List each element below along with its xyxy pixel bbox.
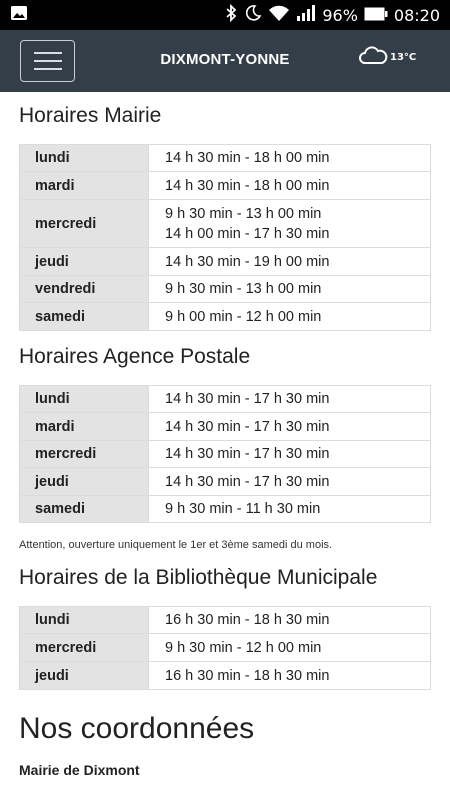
hours-line: 14 h 00 min - 17 h 30 min [165,225,330,242]
hours-line: 9 h 30 min - 13 h 00 min [165,205,322,222]
day-cell: lundi [20,145,149,172]
signal-icon [296,4,316,26]
section-title-coordonnees: Nos coordonnées [19,712,255,745]
day-cell: lundi [20,386,149,413]
day-cell: mercredi [20,200,149,248]
status-bar [0,0,450,30]
day-cell: samedi [20,496,149,523]
moon-icon [244,4,262,26]
day-cell: mardi [20,413,149,441]
app-bar [0,30,450,92]
hours-cell: 9 h 30 min - 11 h 30 min [149,496,431,523]
table-row [20,303,431,331]
hours-cell [149,200,431,248]
table-row [20,276,431,303]
day-cell: lundi [20,607,149,634]
day-cell: vendredi [20,276,149,303]
schedule-table-bibliotheque [19,606,431,690]
table-row [20,634,431,662]
hours-cell: 16 h 30 min - 18 h 30 min [149,662,431,690]
table-row [20,607,431,634]
hours-cell: 14 h 30 min - 18 h 00 min [149,172,431,200]
table-row [20,413,431,441]
hours-cell: 14 h 30 min - 18 h 00 min [149,145,431,172]
day-cell: mardi [20,172,149,200]
cloud-icon [358,44,388,66]
weather-widget[interactable] [358,42,418,76]
clock: 08:20 [393,5,440,25]
table-row [20,200,431,248]
coordonnees-subtitle: Mairie de Dixmont [19,762,140,778]
schedule-table-mairie [19,144,431,331]
day-cell: jeudi [20,662,149,690]
app-title: DIXMONT-YONNE [160,51,290,68]
section-title-bibliotheque: Horaires de la Bibliothèque Municipale [19,566,378,589]
bluetooth-icon [224,4,238,26]
table-row [20,248,431,276]
hours-cell: 14 h 30 min - 17 h 30 min [149,441,431,468]
hours-cell: 14 h 30 min - 17 h 30 min [149,386,431,413]
table-row [20,386,431,413]
day-cell: mercredi [20,441,149,468]
day-cell: samedi [20,303,149,331]
image-icon [10,5,28,25]
weather-temperature: 13°C [390,52,417,63]
hours-cell: 9 h 00 min - 12 h 00 min [149,303,431,331]
section-title-mairie: Horaires Mairie [19,104,162,127]
day-cell: jeudi [20,468,149,496]
table-row [20,468,431,496]
wifi-icon [268,4,290,26]
section-title-agence-postale: Horaires Agence Postale [19,345,251,368]
day-cell: jeudi [20,248,149,276]
schedule-table-agence-postale [19,385,431,523]
hours-cell: 9 h 30 min - 12 h 00 min [149,634,431,662]
table-row [20,496,431,523]
hours-cell: 14 h 30 min - 19 h 00 min [149,248,431,276]
table-row [20,662,431,690]
table-row [20,145,431,172]
table-row [20,172,431,200]
hours-cell: 14 h 30 min - 17 h 30 min [149,468,431,496]
table-row [20,441,431,468]
day-cell: mercredi [20,634,149,662]
postale-note: Attention, ouverture uniquement le 1er et 3ème samedi du mois. [19,539,333,551]
hours-cell: 16 h 30 min - 18 h 30 min [149,607,431,634]
battery-percent: 96% [322,5,358,25]
battery-icon [364,6,388,25]
hours-cell: 14 h 30 min - 17 h 30 min [149,413,431,441]
hours-cell: 9 h 30 min - 13 h 00 min [149,276,431,303]
